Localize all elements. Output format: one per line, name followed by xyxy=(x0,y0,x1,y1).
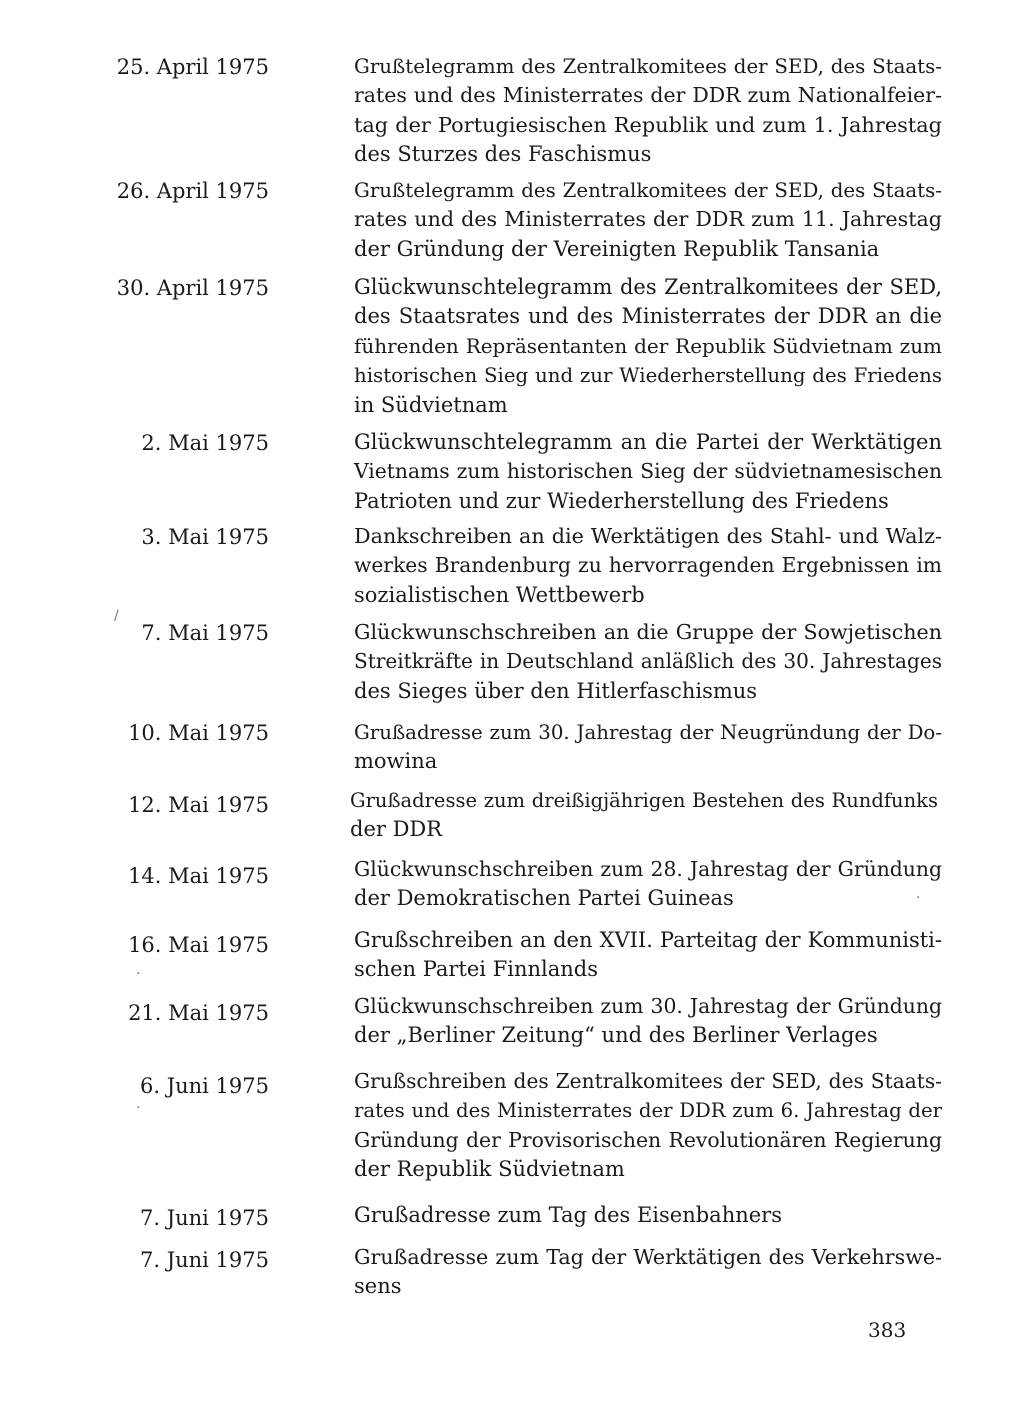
entry-date: 7. Juni 1975 xyxy=(139,1206,269,1230)
entry-text-line: schen Partei Finnlands xyxy=(354,957,599,982)
entry-text-line: Glückwunschtelegramm an die Partei der Werktätigen xyxy=(354,430,942,454)
entry-text-line: werkes Brandenburg zu hervorragenden Ergebnissen im xyxy=(354,553,942,578)
entry-text xyxy=(354,273,942,420)
entry-text-line: Glückwunschschreiben zum 30. Jahrestag der Gründung xyxy=(354,994,942,1018)
entry-text-line: sens xyxy=(354,1274,402,1299)
entry-text xyxy=(354,718,942,777)
entry-text-line: sozialistischen Wettbewerb xyxy=(354,582,645,607)
entry-text-line: Patrioten und zur Wiederherstellung des Friedens xyxy=(354,488,889,513)
entry-date: 25. April 1975 xyxy=(116,55,269,79)
entry-text-line: des Sieges über den Hitlerfaschismus xyxy=(354,678,758,703)
entry-text xyxy=(354,522,942,610)
entry-text-line: Grußadresse zum 30. Jahrestag der Neugründung der Do- xyxy=(354,721,942,744)
entry-text-line: Grußschreiben des Zentralkomitees der SED, des Staats- xyxy=(354,1069,942,1093)
entry-text xyxy=(354,1201,942,1230)
entry-date: 6. Juni 1975 xyxy=(139,1074,269,1098)
entry-date: 26. April 1975 xyxy=(116,179,269,203)
entry-date: 12. Mai 1975 xyxy=(128,793,269,817)
entry-text-line: Glückwunschtelegramm des Zentralkomitees der SED, xyxy=(354,275,942,299)
entry-text-line: der DDR xyxy=(350,817,443,842)
entry-text xyxy=(354,176,942,264)
entry-text xyxy=(354,855,942,914)
entry-text-line: Streitkräfte in Deutschland anläßlich des 30. Jahrestages xyxy=(354,649,942,674)
entry-text-line: der Republik Südvietnam xyxy=(354,1157,625,1182)
entry-text-line: der Gründung der Vereinigten Republik Tansania xyxy=(354,236,880,261)
entry-text-line: mowina xyxy=(354,749,438,774)
entry-text xyxy=(354,1243,942,1302)
entry-date: 30. April 1975 xyxy=(116,276,269,300)
entry-text-line: Grußtelegramm des Zentralkomitees der SED, des Staats- xyxy=(354,55,942,78)
scan-speck: / xyxy=(114,608,119,624)
entry-text-line: Grußschreiben an den XVII. Parteitag der Kommunisti- xyxy=(354,928,942,952)
scan-speck: · xyxy=(136,1100,141,1116)
entry-date: 14. Mai 1975 xyxy=(128,864,269,888)
entry-text xyxy=(354,52,942,170)
entry-text-line: in Südvietnam xyxy=(354,392,508,417)
entry-text xyxy=(354,428,942,516)
entry-text-line: Grußtelegramm des Zentralkomitees der SED, des Staats- xyxy=(354,179,942,202)
entry-text-line: Vietnams zum historischen Sieg der südvietnamesischen xyxy=(354,459,942,484)
entry-text xyxy=(350,786,938,845)
entry-text-line: Grußadresse zum Tag des Eisenbahners xyxy=(354,1203,782,1227)
entry-text xyxy=(354,926,942,985)
entry-text-line: Gründung der Provisorischen Revolutionären Regierung xyxy=(354,1127,942,1152)
scan-speck: · xyxy=(916,890,921,906)
page-number: 383 xyxy=(868,1318,907,1342)
entry-text xyxy=(354,1067,942,1185)
entry-text-line: Grußadresse zum Tag der Werktätigen des Verkehrswe- xyxy=(354,1245,942,1269)
entry-text-line: rates und des Ministerrates der DDR zum Nationalfeier- xyxy=(354,83,942,108)
entry-text-line: des Staatsrates und des Ministerrates der DDR an die xyxy=(354,304,942,329)
entry-text-line: rates und des Ministerrates der DDR zum 11. Jahrestag xyxy=(354,207,942,232)
scan-speck: · xyxy=(136,966,141,982)
entry-date: 2. Mai 1975 xyxy=(141,431,269,455)
entry-text xyxy=(354,618,942,706)
entry-text-line: historischen Sieg und zur Wiederherstellung des Friedens xyxy=(354,364,942,388)
entry-date: 21. Mai 1975 xyxy=(128,1001,269,1025)
entry-text-line: führenden Repräsentanten der Republik Südvietnam zum xyxy=(354,333,942,358)
entry-text-line: Dankschreiben an die Werktätigen des Stahl- und Walz- xyxy=(354,524,942,548)
entry-date: 3. Mai 1975 xyxy=(141,525,269,549)
entry-text-line: Glückwunschschreiben zum 28. Jahrestag der Gründung xyxy=(354,857,942,881)
entry-date: 7. Juni 1975 xyxy=(139,1248,269,1272)
entry-text-line: der „Berliner Zeitung“ und des Berliner Verlages xyxy=(354,1023,878,1048)
entry-text-line: Grußadresse zum dreißigjährigen Bestehen des Rundfunks xyxy=(350,789,938,812)
entry-text-line: rates und des Ministerrates der DDR zum 6. Jahrestag der xyxy=(354,1099,942,1123)
entry-text-line: der Demokratischen Partei Guineas xyxy=(354,886,734,911)
entry-text-line: Glückwunschschreiben an die Gruppe der Sowjetischen xyxy=(354,620,942,644)
entry-date: 16. Mai 1975 xyxy=(128,933,269,957)
entry-date: 7. Mai 1975 xyxy=(141,621,269,645)
entry-text-line: des Sturzes des Faschismus xyxy=(354,142,652,167)
entry-text-line: tag der Portugiesischen Republik und zum 1. Jahrestag xyxy=(354,112,942,137)
entry-text xyxy=(354,992,942,1051)
entry-date: 10. Mai 1975 xyxy=(128,721,269,745)
